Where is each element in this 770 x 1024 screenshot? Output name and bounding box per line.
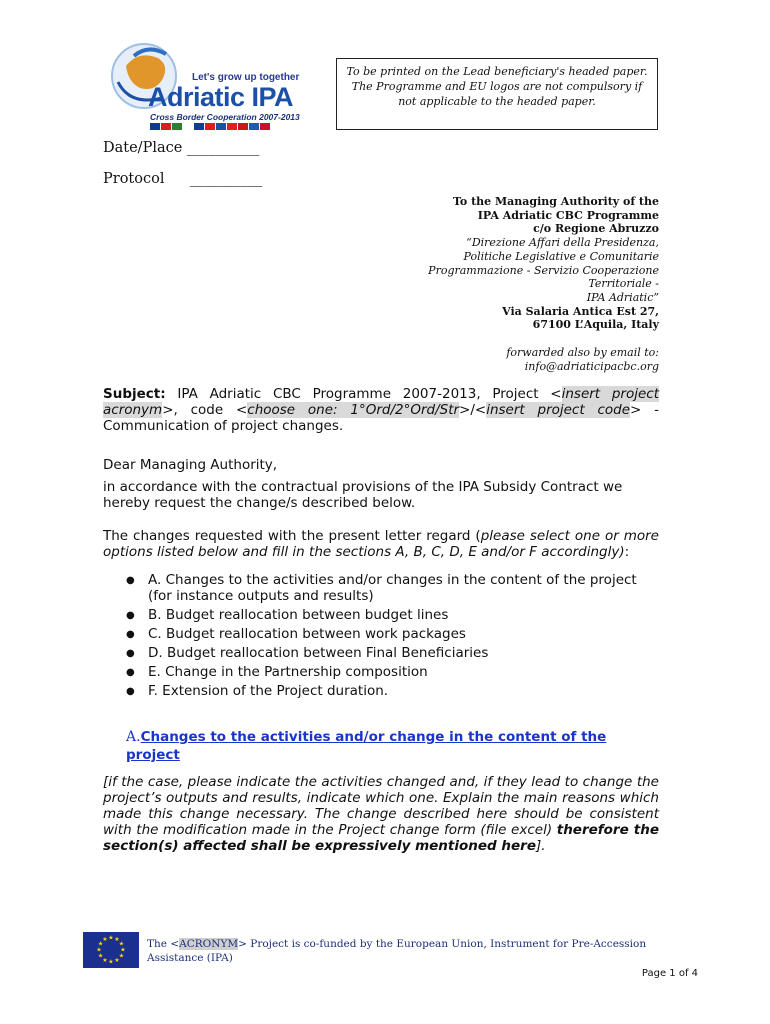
- forward-note: forwarded also by email to:: [506, 346, 659, 360]
- section-a-title: Changes to the activities and/or change in the content of the project: [126, 729, 607, 763]
- address-line: Programmazione - Servizio Cooperazione: [428, 263, 659, 277]
- intro-paragraph: in accordance with the contractual provisions of the IPA Subsidy Contract we hereby request the change/s described below.: [103, 479, 623, 511]
- eu-star-icon: ★: [96, 947, 102, 954]
- footer-cofunding-note: [147, 938, 673, 965]
- address-line: “Direzione Affari della Presidenza,: [466, 236, 659, 250]
- change-option-item[interactable]: ● E. Change in the Partnership composition: [126, 665, 646, 681]
- forward-email[interactable]: info@adriaticipacbc.org: [524, 359, 659, 373]
- eu-star-icon: ★: [97, 941, 104, 948]
- placeholder-project-acronym[interactable]: insert project acronym: [103, 386, 659, 418]
- address-line: c/o Regione Abruzzo: [533, 222, 659, 236]
- changes-intro-paragraph: [103, 528, 659, 560]
- eu-star-icon: ★: [102, 937, 108, 944]
- subject-line: [103, 386, 659, 434]
- section-a-end: ].: [535, 838, 546, 854]
- eu-star-icon: ★: [108, 935, 114, 942]
- section-a-heading: [126, 728, 660, 764]
- change-options-list: [126, 573, 646, 703]
- eu-star-icon: ★: [97, 953, 104, 960]
- logo-flag-swatch: [161, 123, 171, 130]
- letterhead-note-box: [336, 58, 658, 130]
- address-line: IPA Adriatic CBC Programme: [477, 208, 659, 222]
- footer-text: The <: [147, 938, 180, 950]
- date-place-blank: __________: [186, 140, 260, 156]
- change-option-item[interactable]: ● C. Budget reallocation between work packages: [126, 627, 646, 643]
- eu-star-icon: ★: [102, 957, 108, 964]
- eu-star-icon: ★: [114, 937, 120, 944]
- logo-flag-swatch: [172, 123, 182, 130]
- logo-flag-swatch: [194, 123, 204, 130]
- logo-flag-swatch: [227, 123, 237, 130]
- protocol-label: Protocol: [103, 171, 165, 187]
- eu-flag-icon: [83, 932, 139, 968]
- changes-intro-end: :: [624, 544, 630, 560]
- subject-label: Subject:: [103, 386, 166, 402]
- logo-flag-swatch: [238, 123, 248, 130]
- eu-star-icon: ★: [120, 947, 126, 954]
- subject-text: IPA Adriatic CBC Programme 2007-2013, Project <: [165, 386, 562, 402]
- eu-star-icon: ★: [118, 941, 125, 948]
- protocol-field: [103, 171, 262, 187]
- changes-intro-italic: please select one or more options listed below and fill in the sections A, B, C, D, E and/or F accordingly): [103, 528, 659, 560]
- logo-flags-strip: [150, 123, 270, 130]
- change-option-item[interactable]: ● D. Budget reallocation between Final Beneficiaries: [126, 646, 646, 662]
- section-a-instructions: [103, 774, 659, 854]
- address-line: 67100 L’Aquila, Italy: [532, 318, 659, 332]
- section-a-bold: therefore the section(s) affected shall be expressively mentioned here: [103, 822, 659, 854]
- logo-subtitle: Cross Border Cooperation 2007-2013: [150, 112, 300, 122]
- eu-stars-graphic: [83, 932, 139, 968]
- subject-text: > - Communication of project changes.: [103, 402, 659, 434]
- greeting: Dear Managing Authority,: [103, 457, 278, 473]
- programme-logo: [104, 36, 300, 134]
- logo-flag-swatch: [216, 123, 226, 130]
- page-number: Page 1 of 4: [641, 968, 698, 979]
- subject-text: >/<: [459, 402, 487, 418]
- date-place-label: Date/Place: [103, 140, 183, 156]
- change-option-item[interactable]: ● B. Budget reallocation between budget lines: [126, 608, 646, 624]
- letterhead-note-text: To be printed on the Lead beneficiary's headed paper. The Programme and EU logos are not compulsory if not applicable to the headed paper.: [346, 65, 648, 108]
- address-line: To the Managing Authority of the: [452, 195, 659, 208]
- change-option-item[interactable]: ● A. Changes to the activities and/or changes in the content of the project (for instance outputs and results): [126, 573, 646, 604]
- changes-intro-text: The changes requested with the present letter regard (: [103, 528, 481, 544]
- address-line: Via Salaria Antica Est 27,: [502, 304, 659, 318]
- eu-star-icon: ★: [114, 957, 120, 964]
- date-place-field: [103, 140, 259, 156]
- eu-star-icon: ★: [108, 959, 114, 966]
- section-a-italic: [if the case, please indicate the activities changed and, if they lead to change the project’s outputs and results, indicate which one. Explain the main reasons which made this change necessary. The change described here should be consistent with the modification made in the Project change form (file excel): [103, 774, 659, 838]
- change-option-item[interactable]: ● F. Extension of the Project duration.: [126, 684, 646, 700]
- address-line: IPA Adriatic”: [586, 290, 659, 304]
- footer-text: > Project is co-funded by the European Union, Instrument for Pre-Accession Assistance (IPA): [147, 938, 647, 964]
- logo-flag-swatch: [249, 123, 259, 130]
- logo-flag-swatch: [183, 123, 193, 130]
- logo-flag-swatch: [260, 123, 270, 130]
- recipient-address: [428, 195, 659, 373]
- subject-text: >, code <: [162, 402, 248, 418]
- logo-flag-swatch: [150, 123, 160, 130]
- eu-star-icon: ★: [118, 953, 125, 960]
- address-line: Politiche Legislative e Comunitarie: [463, 249, 659, 263]
- logo-tagline: Let's grow up together: [192, 72, 300, 83]
- logo-flag-swatch: [205, 123, 215, 130]
- placeholder-code-choice[interactable]: choose one: 1°Ord/2°Ord/Str: [247, 402, 460, 418]
- placeholder-project-code[interactable]: insert project code: [486, 402, 631, 418]
- logo-name: Adriatic IPA: [148, 82, 294, 112]
- protocol-blank: __________: [189, 171, 263, 187]
- address-line: Territoriale -: [588, 277, 659, 291]
- footer-acronym-placeholder[interactable]: ACRONYM: [179, 938, 239, 950]
- section-a-letter: A.: [126, 729, 141, 745]
